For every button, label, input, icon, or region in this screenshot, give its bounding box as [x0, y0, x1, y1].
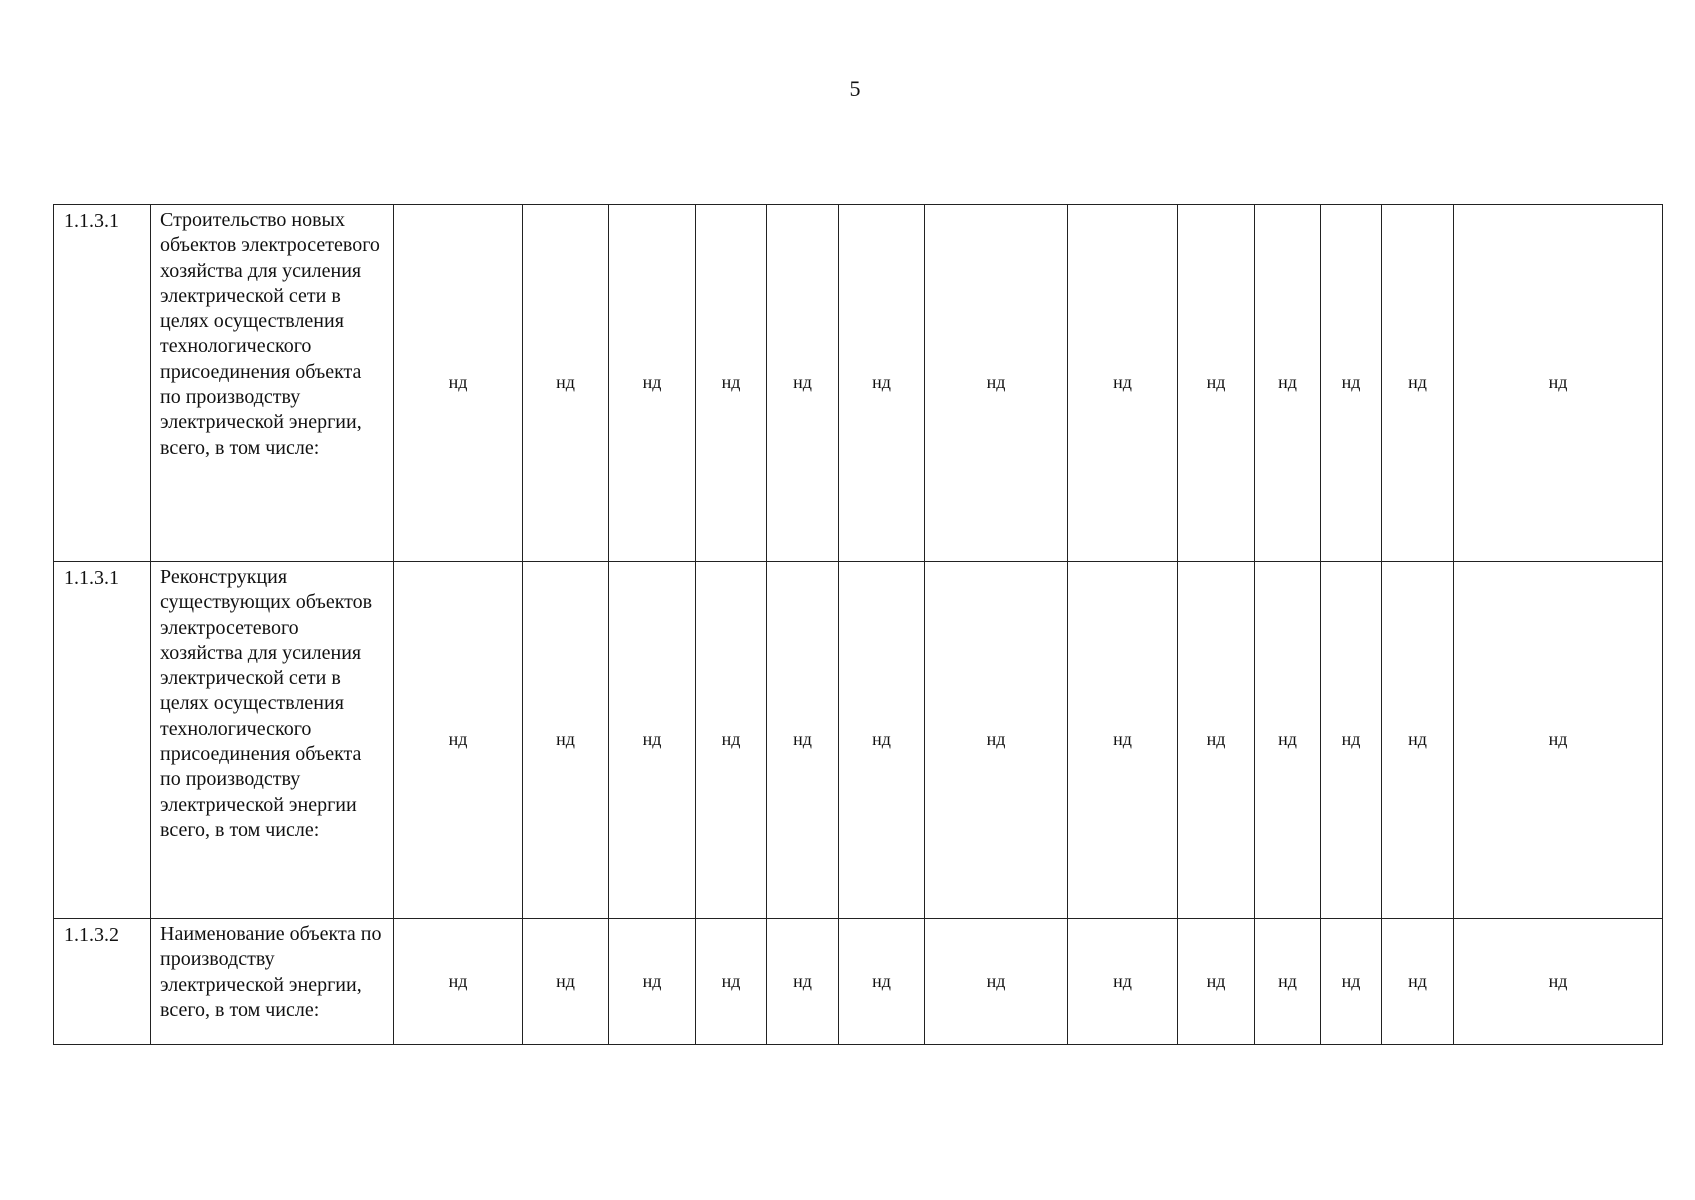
value-cell: нд	[1178, 205, 1255, 562]
value-cell: нд	[1382, 205, 1454, 562]
value-cell: нд	[925, 562, 1068, 919]
value-cell: нд	[609, 919, 696, 1045]
value-cell: нд	[1255, 562, 1321, 919]
value-cell: нд	[1382, 919, 1454, 1045]
value-cell: нд	[696, 919, 767, 1045]
value-cell: нд	[767, 205, 839, 562]
value-cell: нд	[925, 919, 1068, 1045]
value-cell: нд	[1255, 919, 1321, 1045]
value-cell: нд	[839, 919, 925, 1045]
value-cell: нд	[609, 562, 696, 919]
value-cell: нд	[1068, 919, 1178, 1045]
value-cell: нд	[394, 562, 523, 919]
value-cell: нд	[523, 562, 609, 919]
value-cell: нд	[523, 205, 609, 562]
value-cell: нд	[1068, 205, 1178, 562]
value-cell: нд	[1255, 205, 1321, 562]
value-cell: нд	[523, 919, 609, 1045]
value-cell: нд	[1321, 919, 1382, 1045]
row-code: 1.1.3.1	[54, 205, 151, 562]
table-row	[54, 919, 1663, 1045]
value-cell: нд	[1321, 562, 1382, 919]
value-cell: нд	[1454, 205, 1663, 562]
value-cell: нд	[1321, 205, 1382, 562]
value-cell: нд	[1068, 562, 1178, 919]
value-cell: нд	[394, 205, 523, 562]
value-cell: нд	[1178, 562, 1255, 919]
value-cell: нд	[394, 919, 523, 1045]
value-cell: нд	[696, 562, 767, 919]
page-number: 5	[849, 76, 861, 101]
value-cell: нд	[609, 205, 696, 562]
row-code: 1.1.3.1	[54, 562, 151, 919]
value-cell: нд	[1454, 562, 1663, 919]
value-cell: нд	[1454, 919, 1663, 1045]
value-cell: нд	[1382, 562, 1454, 919]
data-table	[53, 204, 1663, 1045]
value-cell: нд	[767, 562, 839, 919]
row-name: Строительство новых объектов электросетевого хозяйства для усиления электрической сети в целях осуществления технологического присоединения объекта по производству электрической энергии, всего, в том числе:	[151, 205, 394, 562]
value-cell: нд	[696, 205, 767, 562]
value-cell: нд	[767, 919, 839, 1045]
row-name: Реконструкция существующих объектов электросетевого хозяйства для усиления электрической сети в целях осуществления технологического присоединения объекта по производству электрической энергии всего, в том числе:	[151, 562, 394, 919]
row-name: Наименование объекта по производству электрической энергии, всего, в том числе:	[151, 919, 394, 1045]
row-code: 1.1.3.2	[54, 919, 151, 1045]
table-row	[54, 205, 1663, 562]
table-row	[54, 562, 1663, 919]
value-cell: нд	[1178, 919, 1255, 1045]
value-cell: нд	[839, 562, 925, 919]
value-cell: нд	[839, 205, 925, 562]
value-cell: нд	[925, 205, 1068, 562]
